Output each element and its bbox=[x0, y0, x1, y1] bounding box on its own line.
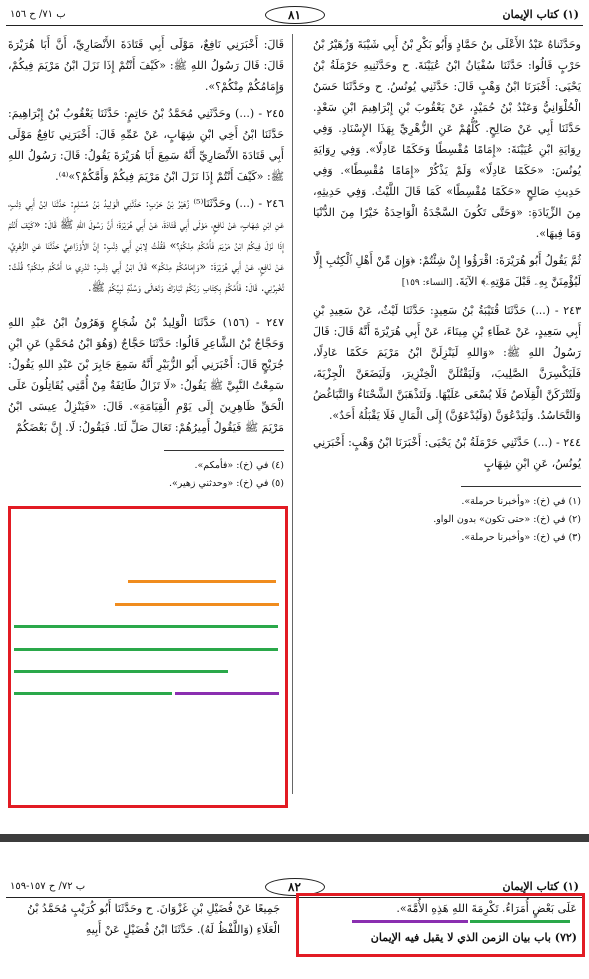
highlight-box bbox=[296, 893, 585, 957]
left-column bbox=[8, 34, 284, 493]
footnote: (٥) في (خ): «وحدثني زهير». bbox=[168, 478, 284, 489]
underline-green bbox=[14, 692, 172, 695]
left-column bbox=[10, 898, 280, 940]
underline-green bbox=[14, 648, 278, 651]
underline-green bbox=[470, 920, 570, 923]
footnote: (١) في (خ): «وأخبرنا حرملة». bbox=[461, 496, 581, 507]
book-title: (١) كتاب الإيمان bbox=[502, 880, 579, 893]
underline-purple bbox=[175, 692, 279, 695]
quran-quote: ثُمَّ يَقُولُ أَبُو هُرَيْرَةَ: اقْرَؤُوا إِنْ شِئْتُمْ: ﴿وَإِن مِّنْ أَهْلِ ٱلْكِتَٰبِ إِلَّا لَيُؤْمِنَنَّ بِهِۦ قَبْلَ مَوْتِهِۦ﴾ الآيَةَ. bbox=[313, 254, 581, 288]
page-number: ٨١ bbox=[265, 6, 325, 24]
hadith-para: ٢٤٤ - (...) حَدَّثَنِي حَرْمَلَةُ بْنُ يَحْيَى: أَخْبَرَنَا ابْنُ وَهْبٍ: أَخْبَرَنِي يُونُسُ، عَنِ ابْنِ شِهَابٍ bbox=[313, 436, 581, 470]
citation: [النساء: ١٥٩] bbox=[401, 278, 453, 288]
underline-orange bbox=[128, 580, 276, 583]
page-number: ٨٢ bbox=[265, 878, 325, 896]
hadith-para: قَالَ: أَخْبَرَنِي نَافِعٌ، مَوْلَى أَبِي قَتَادَةَ الأَنْصَارِيِّ، أَنَّ أَبَا هُرَيْرَةَ قَالَ: قَالَ رَسُولُ اللهِ ﷺ: «كَيْفَ أَنْتُمْ إِذَا نَزَلَ ابْنُ مَرْيَمَ فِيكُمْ، وَإِمَامُكُمْ مِنْكُمْ؟». bbox=[8, 38, 284, 93]
footnote: (٣) في (خ): «وأخبرنا حرملة». bbox=[461, 532, 581, 543]
column-divider bbox=[292, 34, 293, 794]
page-separator bbox=[0, 826, 589, 858]
hadith-line: جَمِيعًا عَنْ فُضَيْلِ بْنِ غَزْوَانَ. ح وحَدَّثَنَا أَبُو كُرَيْبٍ مُحَمَّدُ بْنُ الْعَلَاءِ (وَاللَّفْظُ لَهُ). حَدَّثَنَا ابْنُ فُضَيْلٍ عَنْ أَبِيهِ bbox=[27, 902, 280, 936]
hadith-para: وحَدَّثَناهُ عَبْدُ الأَعْلَى بنُ حَمَّادٍ وَأَبُو بَكْرِ بْنُ أَبِي شَيْبَةَ وَزُهَيْرُ بْنُ حَرْبٍ قَالُوا: حَدَّثَنَا سُفْيَانُ ابْنُ عُيَيْنَةَ. ح وحَدَّثَنِيهِ حَرْمَلَةُ بْنُ يَحْيَى: أَخْبَرَنَا ابْنُ وَهْبٍ قَالَ: حَدَّثَنِي يُونُسُ. ح وحَدَّثَنَا حَسَنٌ الْحُلْوَانِيُّ وَعَبْدُ بْنُ حُمَيْدٍ، عَنْ يَعْقُوبَ بْنِ إِبْرَاهِيمَ ابْنِ سَعْدٍ. حَدَّثَنَا أَبِي عَنْ صَالِحٍ. كُلُّهُمْ عَنِ الزُّهْرِيِّ بِهَذَا الإِسْنَادِ. وَفِي رِوَايَةِ ابْنِ عُيَيْنَةَ: «إِمَامًا مُقْسِطًا وَحَكَمًا عَادِلًا». وَفِي رِوَايَةِ يُونُسَ: «حَكَمًا عَادِلًا» وَلَمْ يَذْكُرْ «إِمَامًا مُقْسِطًا». وَفِي حَدِيثِ صَالِحٍ «حَكَمًا مُقْسِطًا» كَمَا قَالَ اللَّيْثُ. وَفِي حَدِيثِهِ، مِنَ الزِّيَادَةِ: «وَحَتَّى تَكُونَ السَّجْدَةُ الْوَاحِدَةُ خَيْرًا مِنَ الدُّنْيَا وَمَا فِيهَا». bbox=[313, 38, 581, 240]
page-header bbox=[6, 6, 583, 24]
hadith-para-highlighted: ٢٤٧ - (١٥٦) حَدَّثَنَا الْوَلِيدُ بْنُ شُجَاعٍ وَهَرُونُ ابْنُ عَبْدِ اللهِ وَحَجَّاجُ بْنُ الشَّاعِرِ قَالُوا: حَدَّثَنَا حَجَّاجٌ (وَهُوَ ابْنُ مُحَمَّدٍ) عَنِ ابْنِ جُرَيْجٍ قَالَ: أَخْبَرَنِي أَبُو الزُّبَيْرِ أَنَّهُ سَمِعَ جَابِرَ بْنَ عَبْدِ اللهِ يَقُولُ: سَمِعْتُ النَّبِيَّ ﷺ يَقُولُ: «لَا تَزَالُ طَائِفَةٌ مِنْ أُمَّتِي يُقَاتِلُونَ عَلَى الْحَقِّ ظَاهِرِينَ إِلَى يَوْمِ الْقِيَامَةِ». قَالَ: «فَيَنْزِلُ عِيسَى ابْنُ مَرْيَمَ ﷺ فَيَقُولُ أَمِيرُهُمْ: تَعَالَ صَلِّ لَنَا. فَيَقُولُ: لَا. إِنَّ بَعْضَكُمْ bbox=[8, 316, 284, 434]
book-title: (١) كتاب الإيمان bbox=[502, 8, 579, 21]
hadith-line: عَلَى بَعْضٍ أُمَرَاءُ. تَكْرِمَةَ اللهِ هَذِهِ الأُمَّةَ». bbox=[396, 902, 577, 915]
footnote-rule bbox=[461, 486, 581, 487]
underline-purple bbox=[352, 920, 468, 923]
header-rule bbox=[6, 25, 583, 26]
right-column bbox=[313, 34, 581, 547]
highlight-box bbox=[8, 506, 288, 808]
hadith-para bbox=[313, 250, 581, 294]
underline-green bbox=[14, 625, 278, 628]
underline-orange bbox=[115, 603, 279, 606]
chapter-heading: (٧٢) باب بيان الزمن الذي لا يقبل فيه الإيمان bbox=[370, 931, 577, 944]
hadith-para: ٢٤٣ - (...) حَدَّثَنَا قُتَيْبَةُ بْنُ سَعِيدٍ: حَدَّثَنَا لَيْثٌ، عَنْ سَعِيدِ بْنِ أَبِي سَعِيدٍ، عَنْ عَطَاءِ بْنِ مِينَاءَ، عَنْ أَبِي هُرَيْرَةَ أَنَّهُ قَالَ: قَالَ رَسُولُ اللهِ ﷺ: «وَاللهِ لَيَنْزِلَنَّ ابْنُ مَرْيَمَ حَكَمًا عَادِلًا، فَلَيَكْسِرَنَّ الصَّلِيبَ، وَلَيَقْتُلَنَّ الْخِنْزِيرَ، وَلَيَضَعَنَّ الْجِزْيَةَ، وَلَتُتْرَكَنَّ الْقِلَاصُ فَلَا يُسْعَى عَلَيْهَا. وَلَتَذْهَبَنَّ الشَّحْنَاءُ وَالتَّبَاغُضُ وَالتَّحَاسُدُ. وَلَيَدْعُوَنَّ (وَلَيُدْعَوُنَّ) إِلَى الْمَالِ فَلَا يَقْبَلُهُ أَحَدٌ». bbox=[313, 304, 581, 422]
folio-ref: ب ٧٢/ ح ١٥٧-١٥٩ bbox=[10, 881, 86, 892]
hadith-para: ٢٤٥ - (...) وحَدَّثَنِي مُحَمَّدُ بْنُ حَاتِمٍ: حَدَّثَنَا يَعْقُوبُ بْنُ إِبْرَاهِيمَ: حَدَّثَنَا ابْنُ أَخِي ابْنِ شِهَابٍ، عَنْ عَمِّهِ قَالَ: أَخْبَرَنِي نَافِعٌ مَوْلَى أَبِي قَتَادَةَ الأَنْصَارِيِّ أَنَّهُ سَمِعَ أَبَا هُرَيْرَةَ يَقُولُ: قَالَ: رَسُولُ اللهِ ﷺ: «كَيْفَ أَنْتُمْ إِذَا نَزَلَ ابْنُ مَرْيَمَ فِيكُمْ وَأَمَّكُمْ؟»⁽⁴⁾. bbox=[8, 107, 284, 183]
underline-green bbox=[14, 670, 228, 673]
folio-ref: ب ٧١/ ح ١٥٦ bbox=[10, 9, 66, 20]
hadith-para: ٢٤٦ - (...) وحَدَّثَنَا⁽⁵⁾ زُهَيْرُ بْنُ حَرْبٍ: حَدَّثَنِي الْوَلِيدُ بْنُ مُسْلِمٍ: حَدَّثَنَا ابْنُ أَبِي ذِئْبٍ، عَنِ ابْنِ شِهَابٍ، عَنْ نَافِعٍ، مَوْلَى أَبِي قَتَادَةَ، عَنْ أَبِي هُرَيْرَةَ؛ أَنَّ رَسُولَ اللهِ ﷺ قَالَ: «كَيْفَ أَنْتُمْ إِذَا نَزَلَ فِيكُمُ ابْنُ مَرْيَمَ فَأَمَّكُمْ مِنْكُمْ؟» فَقُلْتُ لِابْنِ أَبِي ذِئْبٍ: إِنَّ الأَوْزَاعِيَّ حَدَّثَنَا عَنِ الزُّهْرِيِّ، عَنْ نَافِعٍ، عَنْ أَبِي هُرَيْرَةَ: «وَإِمَامُكُمْ مِنْكُمْ» قَالَ ابْنُ أَبِي ذِئْبٍ: تَدْرِي مَا أَمَّكُمْ مِنْكُمْ؟ قُلْتُ: تُخْبِرُنِي. قَالَ: فَأَمَّكُمْ بِكِتَابِ رَبِّكُمْ تَبَارَكَ وَتَعَالَى وَسُنَّةِ نَبِيِّكُمْ ﷺ. bbox=[8, 197, 284, 294]
footnote: (٤) في (خ): «فأمكم». bbox=[194, 460, 284, 471]
footnote: (٢) في (خ): «حتى تكون» بدون الواو. bbox=[433, 514, 581, 525]
footnote-rule bbox=[164, 450, 284, 451]
